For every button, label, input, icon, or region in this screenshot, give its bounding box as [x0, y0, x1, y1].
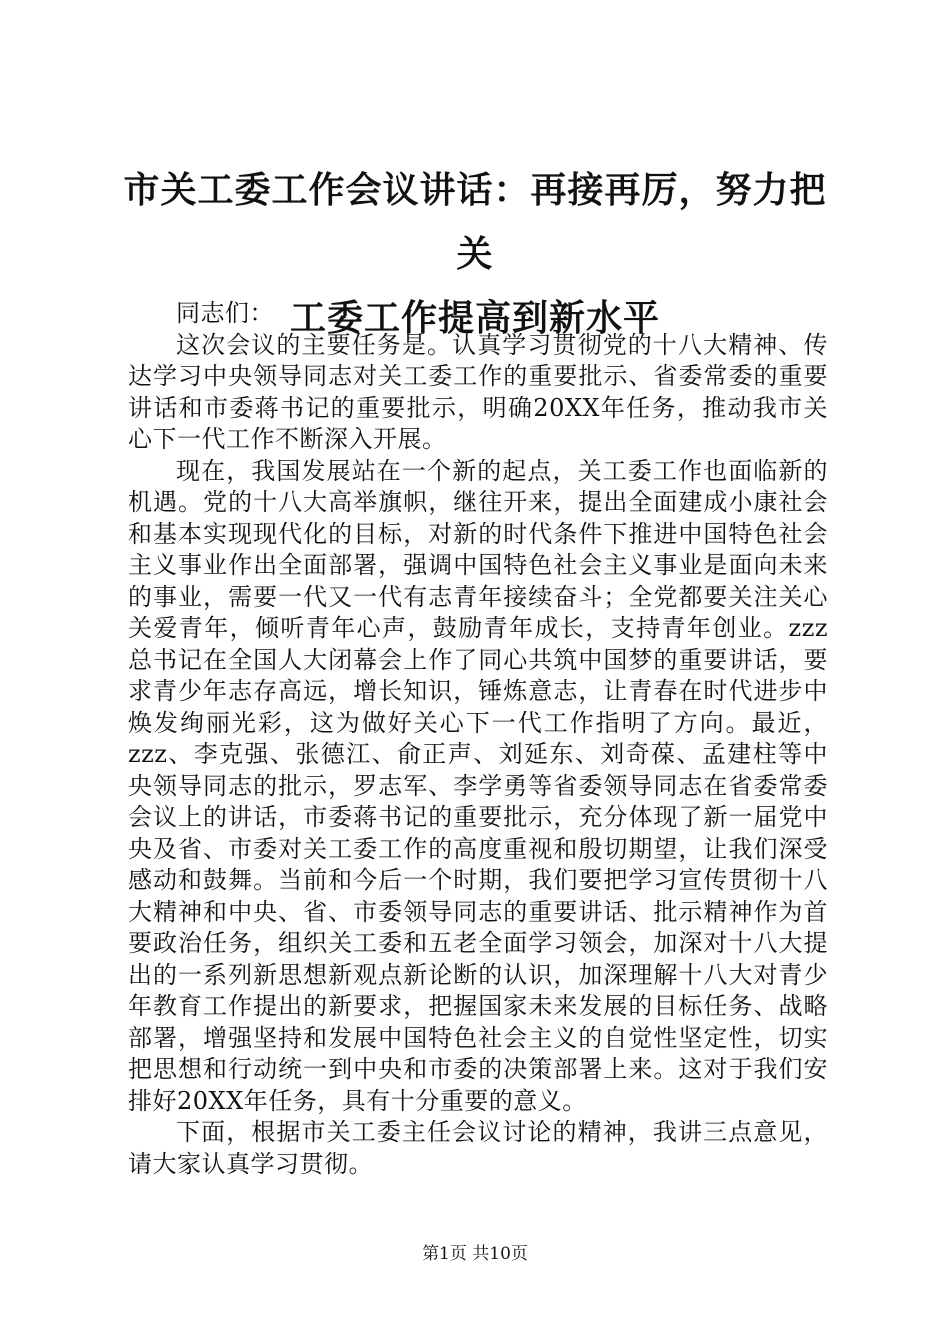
- paragraph-new-opportunity: 现在，我国发展站在一个新的起点，关工委工作也面临新的机遇。党的十八大高举旗帜，继往开来，提出全面建成小康社会和基本实现现代化的目标，对新的时代条件下推进中国特色社会主义事业作出全面部署，强调中国特色社会主义事业是面向未来的事业，需要一代又一代有志青年接续奋斗；全党都要关注关心关爱青年，倾听青年心声，鼓励青年成长，支持青年创业。zzz总书记在全国人大闭幕会上作了同心共筑中国梦的重要讲话，要求青少年志存高远，增长知识，锤炼意志，让青春在时代进步中焕发绚丽光彩，这为做好关心下一代工作指明了方向。最近，zzz、李克强、张德江、俞正声、刘延东、刘奇葆、孟建柱等中央领导同志的批示，罗志军、李学勇等省委领导同志在省委常委会议上的讲话，市委蒋书记的重要批示，充分体现了新一届党中央及省、市委对关工委工作的高度重视和殷切期望，让我们深受感动和鼓舞。当前和今后一个时期，我们要把学习宣传贯彻十八大精神和中央、省、市委领导同志的重要讲话、批示精神作为首要政治任务，组织关工委和五老全面学习领会，加深对十八大提出的一系列新思想新观点新论断的认识，加深理解十八大对青少年教育工作提出的新要求，把握国家未来发展的目标任务、战略部署，增强坚持和发展中国特色社会主义的自觉性坚定性，切实把思想和行动统一到中央和市委的决策部署上来。这对于我们安排好20XX年任务，具有十分重要的意义。: [128, 456, 828, 1115]
- page-number-footer: 第1页 共10页: [422, 1244, 528, 1264]
- paragraph-meeting-task: 这次会议的主要任务是。认真学习贯彻党的十八大精神、传达学习中央领导同志对关工委工作的重要批示、省委常委的重要讲话和市委蒋书记的重要批示，明确20XX年任务，推动我市关心下一代工作不断深入开展。: [128, 330, 828, 453]
- paragraph-three-points: 下面，根据市关工委主任会议讨论的精神，我讲三点意见，请大家认真学习贯彻。: [128, 1118, 828, 1178]
- title-line-1: 市关工委工作会议讲话：再接再厉，努力把关: [123, 169, 827, 275]
- document-body: [128, 298, 828, 1180]
- title-line-2: 工委工作提高到新水平: [289, 297, 660, 339]
- salutation: 同志们：: [176, 299, 274, 327]
